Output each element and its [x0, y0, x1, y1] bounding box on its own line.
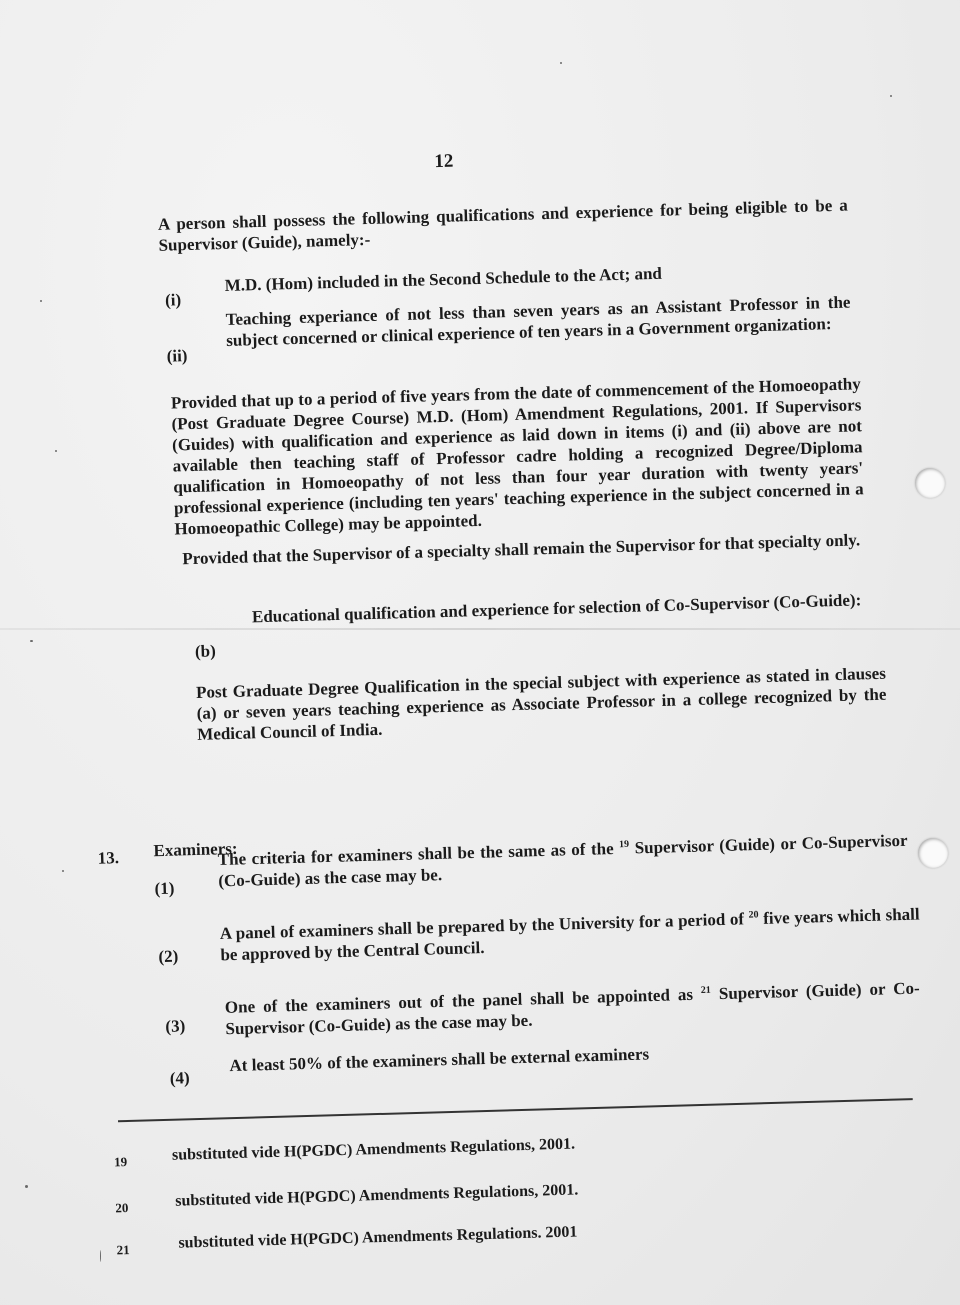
footnote-text-21: substituted vide H(PGDC) Amendments Regulations. 2001	[178, 1223, 578, 1252]
examiner-item-text-2-b: five years which shall be approved by the Central Council.	[220, 904, 920, 965]
footnote-text-20: substituted vide H(PGDC) Amendments Regulations, 2001.	[175, 1181, 579, 1210]
examiner-item-marker-4: (4)	[169, 1068, 190, 1088]
footnote-ref-20: 20	[748, 909, 759, 921]
footnote-marker-21: 21	[116, 1242, 130, 1258]
page-number: 12	[434, 150, 454, 173]
footnote-text-19: substituted vide H(PGDC) Amendments Regulations, 2001.	[171, 1135, 576, 1164]
examiner-item-marker-3: (3)	[165, 1016, 186, 1036]
qualification-text-i: M.D. (Hom) included in the Second Schedule to the Act; and	[224, 263, 663, 295]
qualification-marker-ii: (ii)	[166, 346, 188, 366]
examiner-item-text-3-a: One of the examiners out of the panel shall be appointed as	[224, 984, 694, 1017]
footnote-marker-20: 20	[115, 1200, 129, 1216]
examiner-item-text-4: At least 50% of the examiners shall be external examiners	[229, 1044, 650, 1076]
co-supervisor-marker: (b)	[194, 641, 216, 661]
footnote-marker-19: 19	[113, 1154, 128, 1170]
footnote-separator	[118, 1098, 913, 1122]
co-supervisor-text: Post Graduate Degree Qualification in the special subject with experience as stated in clauses (a) or seven years teaching experience as Associate Professor in a college recognized by the Medical Council of India.	[195, 663, 887, 744]
examiner-item-text-2	[219, 900, 920, 965]
qualification-marker-i: (i)	[164, 290, 182, 310]
examiner-item-text-3	[224, 974, 920, 1039]
examiner-item-text-1-b: Supervisor (Guide) or Co-Supervisor (Co-Guide) as the case may be.	[218, 830, 908, 891]
co-supervisor-heading: Educational qualification and experience for selection of Co-Supervisor (Co-Guide):	[251, 590, 862, 627]
proviso-paragraph-2: Provided that the Supervisor of a specialty shall remain the Supervisor for that specialty only.	[182, 530, 861, 569]
qualification-text-ii: Teaching experiance of not less than seven years as an Assistant Professor in the subject concerned or clinical experience of ten years in a Government organization:	[225, 292, 851, 350]
proviso-paragraph-1: Provided that up to a period of five years from the date of commencement of the Homoeopathy (Post Graduate Degree Course) M.D. (Hom) Amendment Regulations, 2001. If Supervisors (Guides) with qualification and experience as laid down in items (i) and (ii) above are not available then teaching staff of Professor cadre holding a recognized Degree/Diploma qualification in Homoeopathy of not less than four year duration with twenty years' professional experience (including ten years' teaching experience in the subject concerned in a Homoeopathic College) may be appointed.	[170, 374, 864, 539]
examiner-item-text-2-a: A panel of examiners shall be prepared by the University for a period of	[219, 909, 745, 944]
examiner-item-text-1	[217, 826, 908, 891]
examiner-item-text-1-a: The criteria for examiners shall be the same as of the	[217, 839, 614, 870]
footnote-ref-21: 21	[700, 984, 711, 996]
intro-paragraph: A person shall possess the following qualifications and experience for being eligible to be a Supervisor (Guide), namely:-	[157, 195, 848, 255]
section-13-title: Examiners:	[153, 838, 238, 861]
examiner-item-marker-1: (1)	[154, 878, 175, 899]
section-13-number: 13.	[97, 848, 120, 868]
examiner-item-text-3-b: Supervisor (Guide) or Co-Supervisor (Co-Guide) as the case may be.	[225, 978, 920, 1038]
examiner-item-marker-2: (2)	[158, 946, 179, 967]
footnote-ref-19: 19	[618, 838, 630, 851]
